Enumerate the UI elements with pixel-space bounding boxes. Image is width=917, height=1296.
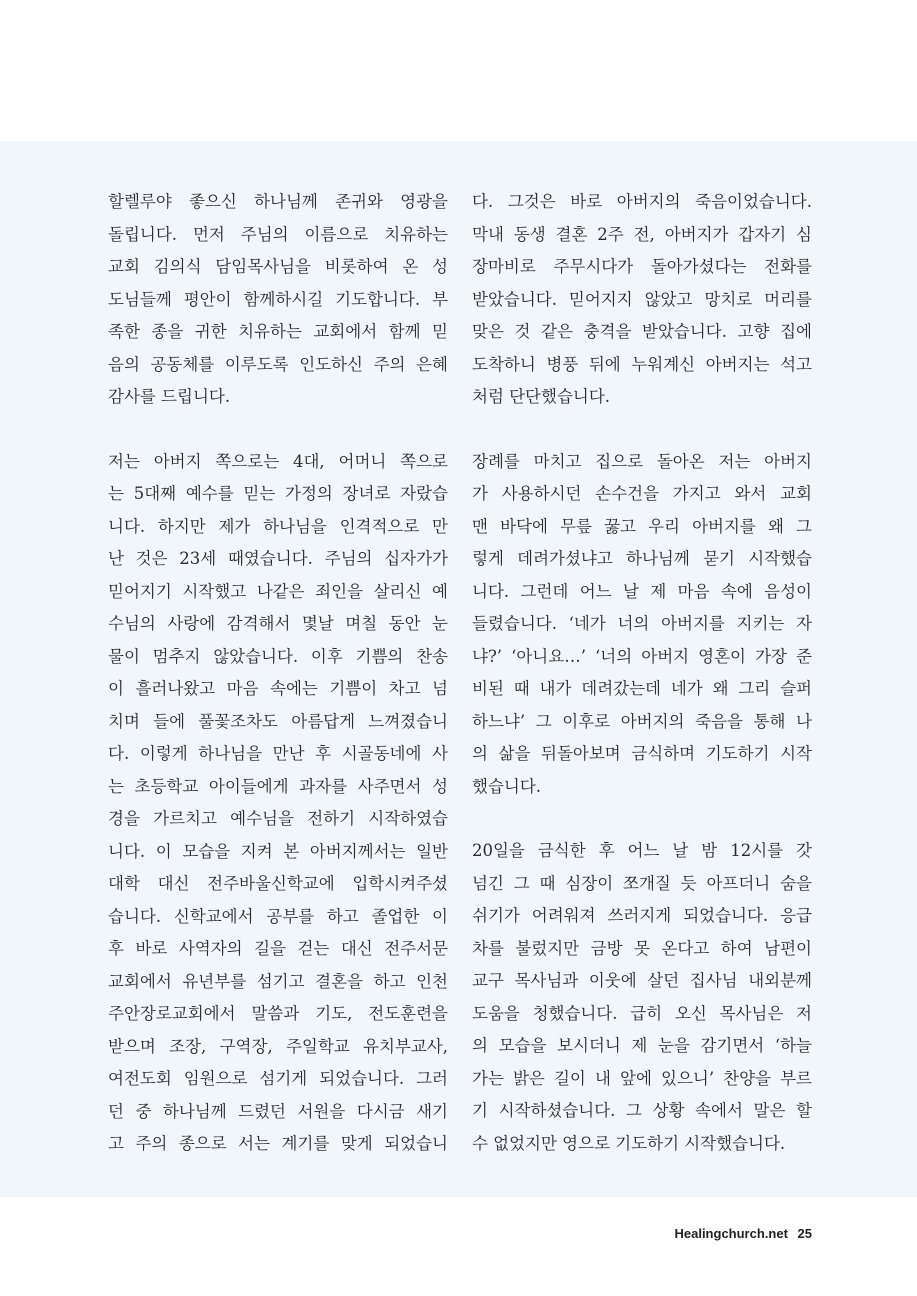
text-line: 도움을 청했습니다. 급히 오신 목사님은 저 <box>472 1003 812 1023</box>
text-line: 이 흘러나왔고 마음 속에는 기쁨이 차고 넘 <box>108 679 448 698</box>
text-line: 비된 때 내가 데려갔는데 네가 왜 그리 슬퍼 <box>472 679 812 698</box>
text-line: 는 5대째 예수를 믿는 가정의 장녀로 자랐습 <box>108 484 448 503</box>
text-line: 다. 그것은 바로 아버지의 죽음이었습니다. <box>472 192 812 211</box>
text-line: 수 없었지만 영으로 기도하기 시작했습니다. <box>472 1133 786 1153</box>
text-line: 맨 바닥에 무릎 꿇고 우리 아버지를 왜 그 <box>472 516 812 536</box>
paragraph-after-funeral <box>472 446 812 804</box>
text-line: 교회 김의식 담임목사님을 비롯하여 온 성 <box>108 257 448 276</box>
text-line: 감사를 드립니다. <box>108 387 231 406</box>
text-line: 쉬기가 어려워져 쓰러지게 되었습니다. 응급 <box>472 906 812 925</box>
article-column-left <box>108 186 448 1193</box>
text-line: 음의 공동체를 이루도록 인도하신 주의 은혜 <box>108 354 448 374</box>
text-line: 물이 멈추지 않았습니다. 이후 기쁨의 찬송 <box>108 646 448 666</box>
text-line: 치며 들에 풀꽃조차도 아름답게 느껴졌습니 <box>108 711 448 731</box>
paragraph-fasting <box>472 835 812 1160</box>
text-line: 니다. 이 모습을 지켜 본 아버지께서는 일반 <box>108 841 448 861</box>
text-line: 의 모습을 보시더니 제 눈을 감기면서 ‘하늘 <box>472 1036 812 1055</box>
text-line: 던 중 하나님께 드렸던 서원을 다시금 새기 <box>108 1101 448 1121</box>
text-line: 족한 종을 귀한 치유하는 교회에서 함께 믿 <box>108 322 448 341</box>
text-line: 차를 불렀지만 금방 못 온다고 하여 남편이 <box>472 938 812 958</box>
text-line: 받으며 조장, 구역장, 주일학교 유치부교사, <box>108 1036 448 1056</box>
article-column-right <box>472 186 812 1192</box>
text-line: 고 주의 종으로 서는 계기를 맞게 되었습니 <box>108 1134 448 1153</box>
text-line: 들렸습니다. ‘네가 너의 아버지를 지키는 자 <box>472 614 812 633</box>
text-line: 장례를 마치고 집으로 돌아온 저는 아버지 <box>472 451 812 471</box>
text-line: 교회에서 유년부를 섬기고 결혼을 하고 인천 <box>108 971 448 991</box>
page-footer <box>674 1226 812 1241</box>
text-line: 주안장로교회에서 말씀과 기도, 전도훈련을 <box>108 1004 448 1023</box>
footer-site-name: Healingchurch.net <box>674 1226 788 1241</box>
text-line: 대학 대신 전주바울신학교에 입학시켜주셨 <box>108 874 448 893</box>
text-line: 도착하니 병풍 뒤에 누워계신 아버지는 석고 <box>472 354 812 374</box>
text-line: 할렐루야 좋으신 하나님께 존귀와 영광을 <box>108 192 448 211</box>
text-line: 하느냐’ 그 이후로 아버지의 죽음을 통해 나 <box>472 711 812 731</box>
text-line: 경을 가르치고 예수님을 전하기 시작하였습 <box>108 809 448 828</box>
text-line: 수님의 사랑에 감격해서 몇날 며칠 동안 눈 <box>108 614 448 633</box>
text-line: 20일을 금식한 후 어느 날 밤 12시를 갓 <box>472 841 812 860</box>
text-line: 렇게 데려가셨냐고 하나님께 묻기 시작했습 <box>472 549 812 568</box>
text-line: 난 것은 23세 때였습니다. 주님의 십자가가 <box>108 549 448 568</box>
text-line: 는 초등학교 아이들에게 과자를 사주면서 성 <box>108 776 448 796</box>
text-line: 기 시작하셨습니다. 그 상황 속에서 말은 할 <box>472 1101 812 1120</box>
text-line: 넘긴 그 때 심장이 쪼개질 듯 아프더니 숨을 <box>472 873 812 893</box>
text-line: 돌립니다. 먼저 주님의 이름으로 치유하는 <box>108 224 448 244</box>
text-line: 여전도회 임원으로 섬기게 되었습니다. 그러 <box>108 1069 448 1088</box>
text-line: 냐?’ ‘아니요…’ ‘너의 아버지 영혼이 가장 준 <box>472 646 812 666</box>
text-line: 니다. 하지만 제가 하나님을 인격적으로 만 <box>108 516 448 536</box>
text-line: 후 바로 사역자의 길을 걷는 대신 전주서문 <box>108 939 448 958</box>
text-line: 니다. 그런데 어느 날 제 마음 속에 음성이 <box>472 581 812 601</box>
text-line: 습니다. 신학교에서 공부를 하고 졸업한 이 <box>108 906 448 926</box>
text-line: 받았습니다. 믿어지지 않았고 망치로 머리를 <box>472 289 812 309</box>
text-line: 도님들께 평안이 함께하시길 기도합니다. 부 <box>108 289 448 309</box>
text-line: 장마비로 주무시다가 돌아가셨다는 전화를 <box>472 257 812 276</box>
text-line: 다. 이렇게 하나님을 만난 후 시골동네에 사 <box>108 744 448 763</box>
paragraph-father-death <box>472 186 812 414</box>
text-line: 믿어지기 시작했고 나같은 죄인을 살리신 예 <box>108 581 448 601</box>
text-line: 처럼 단단했습니다. <box>472 387 611 406</box>
text-line: 가는 밝은 길이 내 앞에 있으니’ 찬양을 부르 <box>472 1068 812 1088</box>
text-line: 맞은 것 같은 충격을 받았습니다. 고향 집에 <box>472 322 812 341</box>
page-number: 25 <box>797 1226 812 1241</box>
text-line: 했습니다. <box>472 776 542 796</box>
paragraph-testimony <box>108 446 448 1161</box>
text-line: 의 삶을 뒤돌아보며 금식하며 기도하기 시작 <box>472 744 812 763</box>
text-line: 막내 동생 결혼 2주 전, 아버지가 갑자기 심 <box>472 224 812 244</box>
text-line: 가 사용하시던 손수건을 가지고 와서 교회 <box>472 484 812 503</box>
paragraph-greeting <box>108 186 448 414</box>
text-line: 교구 목사님과 이웃에 살던 집사님 내외분께 <box>472 971 812 990</box>
text-line: 저는 아버지 쪽으로는 4대, 어머니 쪽으로 <box>108 451 448 471</box>
